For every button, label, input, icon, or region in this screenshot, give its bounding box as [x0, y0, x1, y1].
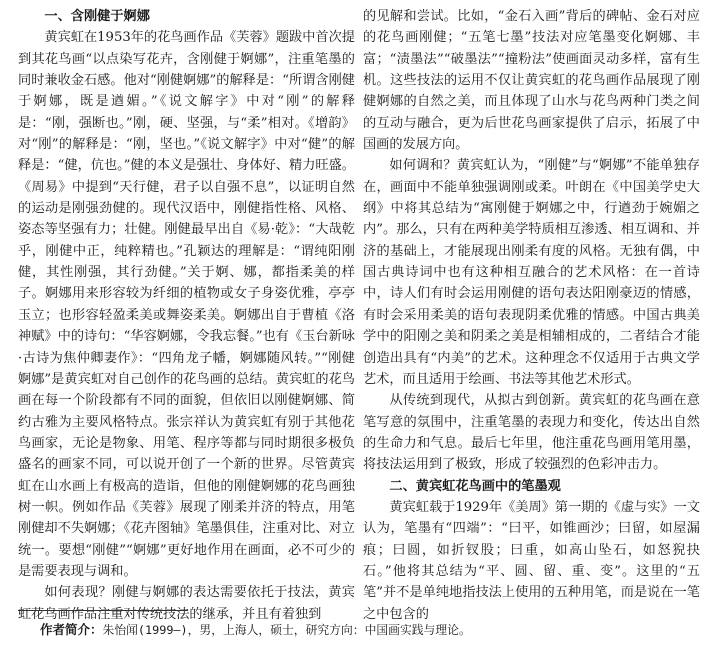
section-heading-1: 一、含刚健于婀娜 [44, 9, 150, 24]
footnote-text: 朱怡闻(1999—)，男，上海人，硕士，研究方向：中国画实践与理论。 [102, 623, 471, 637]
footnote-rule [18, 610, 188, 611]
body-paragraph: 从传统到现代，从拟古到创新。黄宾虹的花鸟画在意笔写意的氛围中，注重笔墨的表现力和变化，传达出自然的生命力和气息。最后七年里，他注重花鸟画用笔用墨，将技法运用到了极致，形成了较强烈的色彩冲击力。 [363, 393, 700, 473]
footnote-label: 作者简介： [40, 622, 103, 637]
section-heading-2: 二、黄宾虹花鸟画中的笔墨观 [389, 478, 561, 494]
right-column [363, 6, 700, 625]
body-paragraph-continued: 的见解和尝试。比如，“金石入画”背后的碑帖、金石对应的花鸟画刚健；“五笔七墨”技法对应笔墨变化婀娜、丰富；“渍墨法”“破墨法”“撞粉法”使画面灵动多样，富有生机。这些技法的运用不仅让黄宾虹的花鸟画作品展现了刚健婀娜的自然之美，而且体现了山水与花鸟两种门类之间的互动与融合，更为后世花鸟画家提供了启示，拓展了中国画的发展方向。 [363, 9, 700, 153]
body-paragraph: 如何调和？黄宾虹认为，“刚健”与“婀娜”不能单独存在，画面中不能单独强调刚或柔。叶朗在《中国美学史大纲》中将其总结为“寓刚健于婀娜之中，行遒劲于婉媚之内”。那么，只有在两种美学特质相互渗透、相互调和、并济的基础上，才能展现出刚柔有度的风格。无独有偶，中国古典诗词中也有这种相互融合的艺术风格：在一首诗中，诗人们有时会运用刚健的语句表达阳刚豪迈的情感，有时会采用柔美的语句表现阴柔优雅的情感。中国古典美学中的阳刚之美和阴柔之美是相辅相成的，二者结合才能创造出具有“内美”的艺术。这种理念不仅适用于古典文学艺术，而且适用于绘画、书法等其他艺术形式。 [363, 158, 700, 387]
left-column [18, 6, 355, 625]
author-footnote [40, 622, 471, 638]
body-paragraph: 黄宾虹载于1929年《美周》第一期的《虚与实》一文认为，笔墨有“四端”：“曰平，如锥画沙；曰留，如屋漏痕；曰圆，如折钗股；曰重，如高山坠石，如怒猊抉石。”他将其总结为“平、圆、留、重、变”。这里的“五笔”并不是单纯地指技法上使用的五种用笔，而是说在一笔之中包含的 [363, 499, 700, 622]
body-paragraph: 黄宾虹在1953年的花鸟画作品《芙蓉》题跋中首次提到其花鸟画“以点染写花卉，含刚健于婀娜”，注重笔墨的同时兼收金石感。他对“刚健婀娜”的解释是：“所谓含刚健于婀娜，既是遒媚。”《说文解字》中对“刚”的解释是：“刚，强断也。”刚，硬、坚强，与“柔”相对。《增韵》对“刚”的解释是：“刚，坚也。”《说文解字》中对“健”的解释是：“健，伉也。”健的本义是强壮、身体好、精力旺盛。《周易》中提到“天行健，君子以自强不息”，以证明自然的运动是刚强劲健的。现代汉语中，刚健指性格、风格、姿态等坚强有力；壮健。刚健最早出自《易·乾》：“大哉乾乎，刚健中正，纯粹精也。”孔颖达的理解是：“谓纯阳刚健，其性刚强，其行劲健。”关于婀、娜，都指柔美的样子。婀娜用来形容较为纤细的植物或女子身姿优雅，亭亭玉立；也形容轻盈柔美或舞姿柔美。婀娜出自于曹植《洛神赋》中的诗句：“华容婀娜，令我忘餐。”也有《玉台新咏·古诗为焦仲卿妻作》：“四角龙子幡，婀娜随风转。”“刚健婀娜”是黄宾虹对自己创作的花鸟画的总结。黄宾虹的花鸟画在每一个阶段都有不同的面貌，但依旧以刚健婀娜、简约古雅为主要风格特点。张宗祥认为黄宾虹有别于其他花鸟画家，无论是物象、用笔、程序等都与同时期很多极负盛名的画家不同，可以说开创了一个新的世界。尽管黄宾虹在山水画上有极高的造诣，但他的刚健婀娜的花鸟画独树一帜。例如作品《芙蓉》展现了刚柔并济的特点，用笔刚健却不失婀娜；《花卉图轴》笔墨俱佳，注重对比、对立统一。要想“刚健”“婀娜”更好地作用在画面，必不可少的是需要表现与调和。 [18, 30, 355, 579]
body-paragraph: 如何表现？刚健与婀娜的表达需要依托于技法，黄宾虹花鸟画作品注重对传统技法的继承，并且有着独到 [18, 585, 355, 622]
